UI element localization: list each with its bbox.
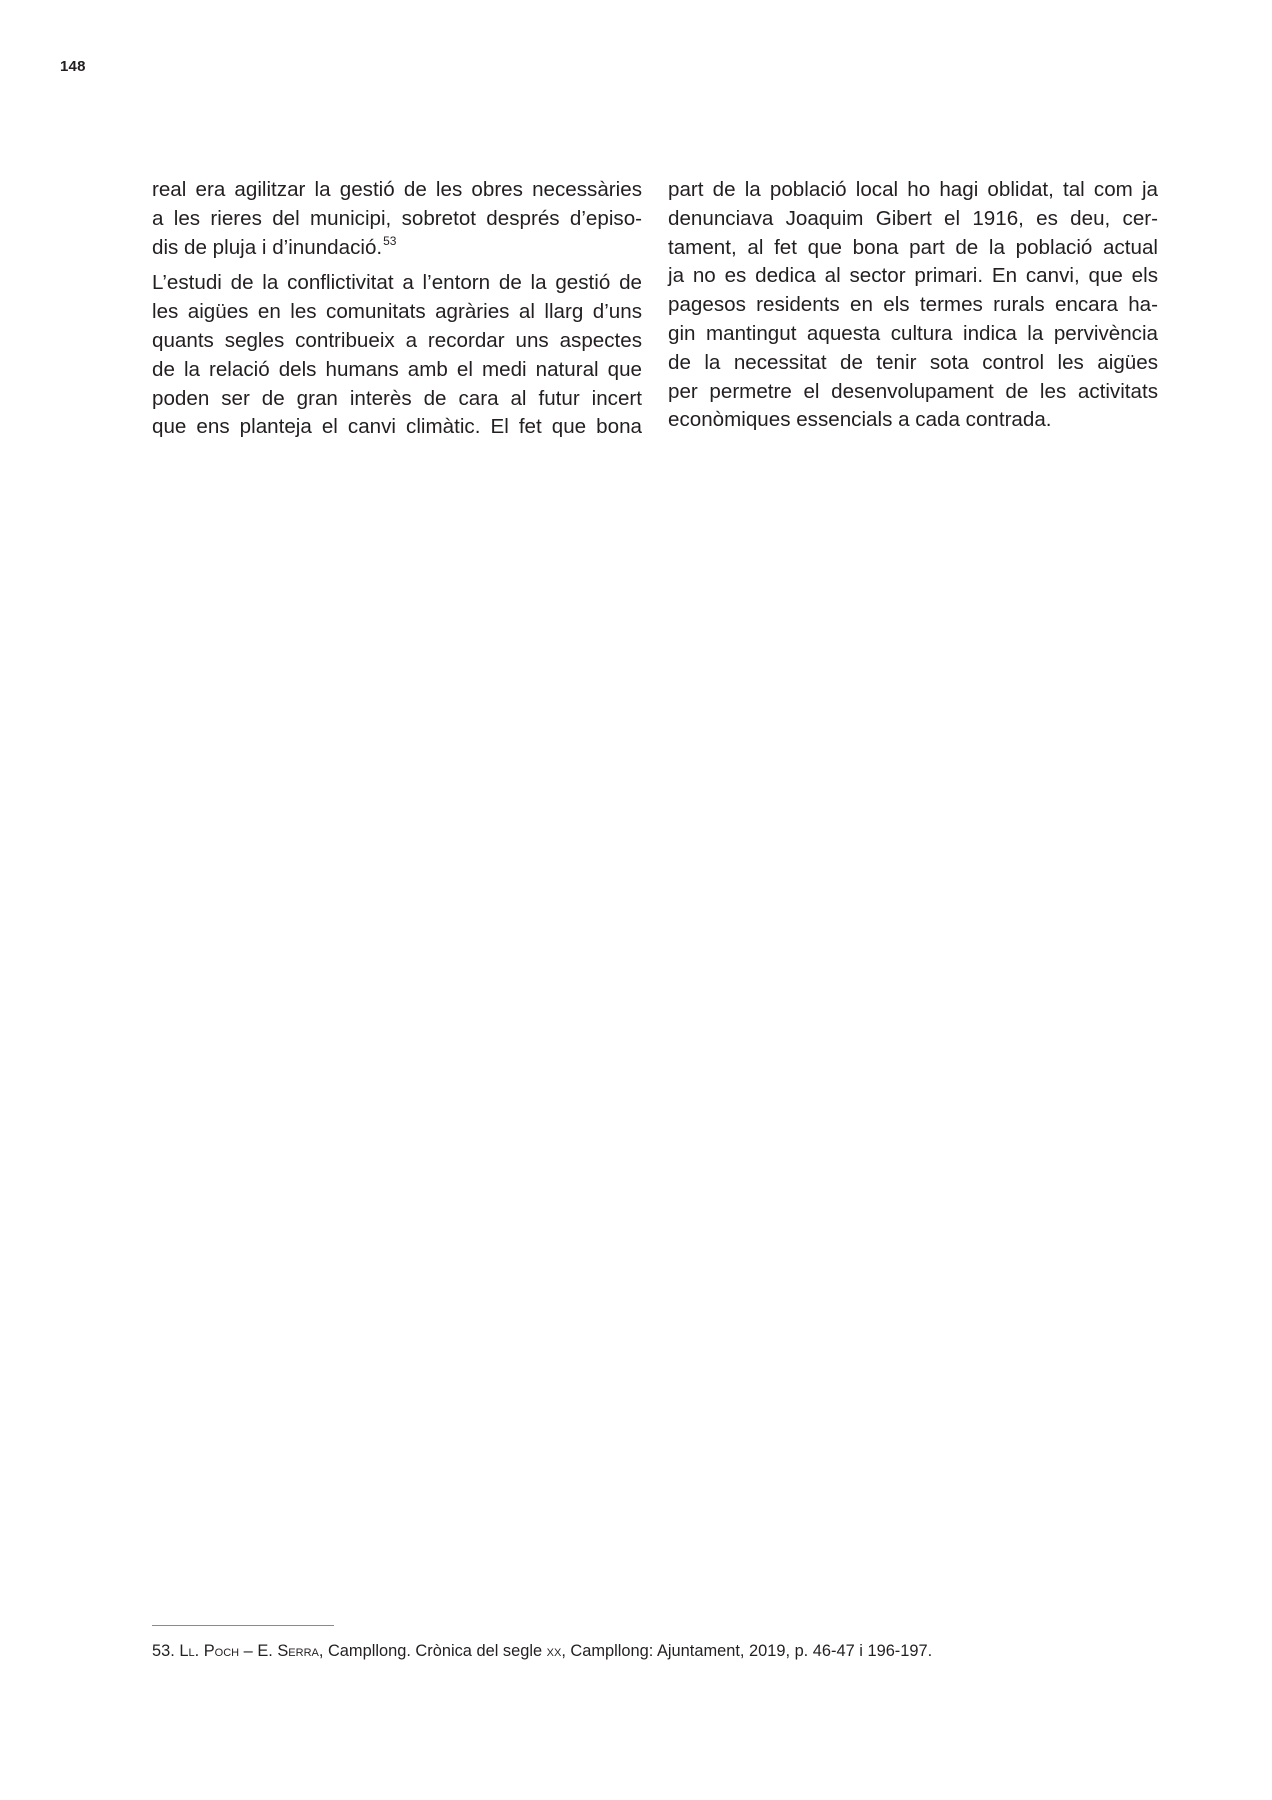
- footnote-reference[interactable]: 53: [383, 233, 397, 248]
- text-line: denunciava Joaquim Gibert el 1916, es deu, cer-: [668, 206, 1158, 230]
- left-column: [152, 176, 642, 442]
- text-line: quants segles contribueix a recordar uns aspectes: [152, 328, 642, 352]
- text-line: [152, 234, 642, 263]
- text-line: ja no es dedica al sector primari. En canvi, que els: [668, 264, 1158, 288]
- text-line: de la relació dels humans amb el medi natural que: [152, 357, 642, 381]
- footnote: [152, 1640, 1152, 1662]
- footnote-text: , Campllong: Ajuntament, 2019, p. 46-47 i 196-197.: [561, 1642, 933, 1660]
- text-line-content: dis de pluja i d’inundació.: [152, 235, 383, 259]
- text-line: poden ser de gran interès de cara al futur incert: [152, 386, 642, 410]
- text-line: gin mantingut aquesta cultura indica la pervivència: [668, 321, 1158, 345]
- text-line: per permetre el desenvolupament de les activitats: [668, 379, 1158, 403]
- text-line: de la necessitat de tenir sota control les aigües: [668, 350, 1158, 374]
- text-line: part de la població local ho hagi oblidat, tal com ja: [668, 178, 1158, 201]
- footnote-divider: [152, 1625, 334, 1626]
- footnote-author: Ll. Poch: [179, 1642, 240, 1660]
- text-line: que ens planteja el canvi climàtic. El fet que bona: [152, 415, 642, 439]
- text-line: real era agilitzar la gestió de les obres necessàries: [152, 178, 642, 201]
- right-column: [668, 176, 1158, 435]
- footnote-author: E. Serra: [257, 1642, 319, 1660]
- text-line: les aigües en les comunitats agràries al llarg d’uns: [152, 300, 642, 324]
- footnote-century: xx: [546, 1642, 562, 1660]
- footnote-number: 53.: [152, 1642, 175, 1660]
- text-line: L’estudi de la conflictivitat a l’entorn de la gestió de: [152, 271, 642, 295]
- footnote-text: , Campllong. Crònica del segle: [318, 1642, 547, 1660]
- footnote-separator: –: [239, 1642, 258, 1660]
- text-line: pagesos residents en els termes rurals encara ha-: [668, 293, 1158, 317]
- text-line: tament, al fet que bona part de la població actual: [668, 235, 1158, 259]
- text-line: econòmiques essencials a cada contrada.: [668, 408, 1052, 432]
- page-number: 148: [60, 58, 86, 75]
- text-line: a les rieres del municipi, sobretot després d’episo-: [152, 206, 642, 230]
